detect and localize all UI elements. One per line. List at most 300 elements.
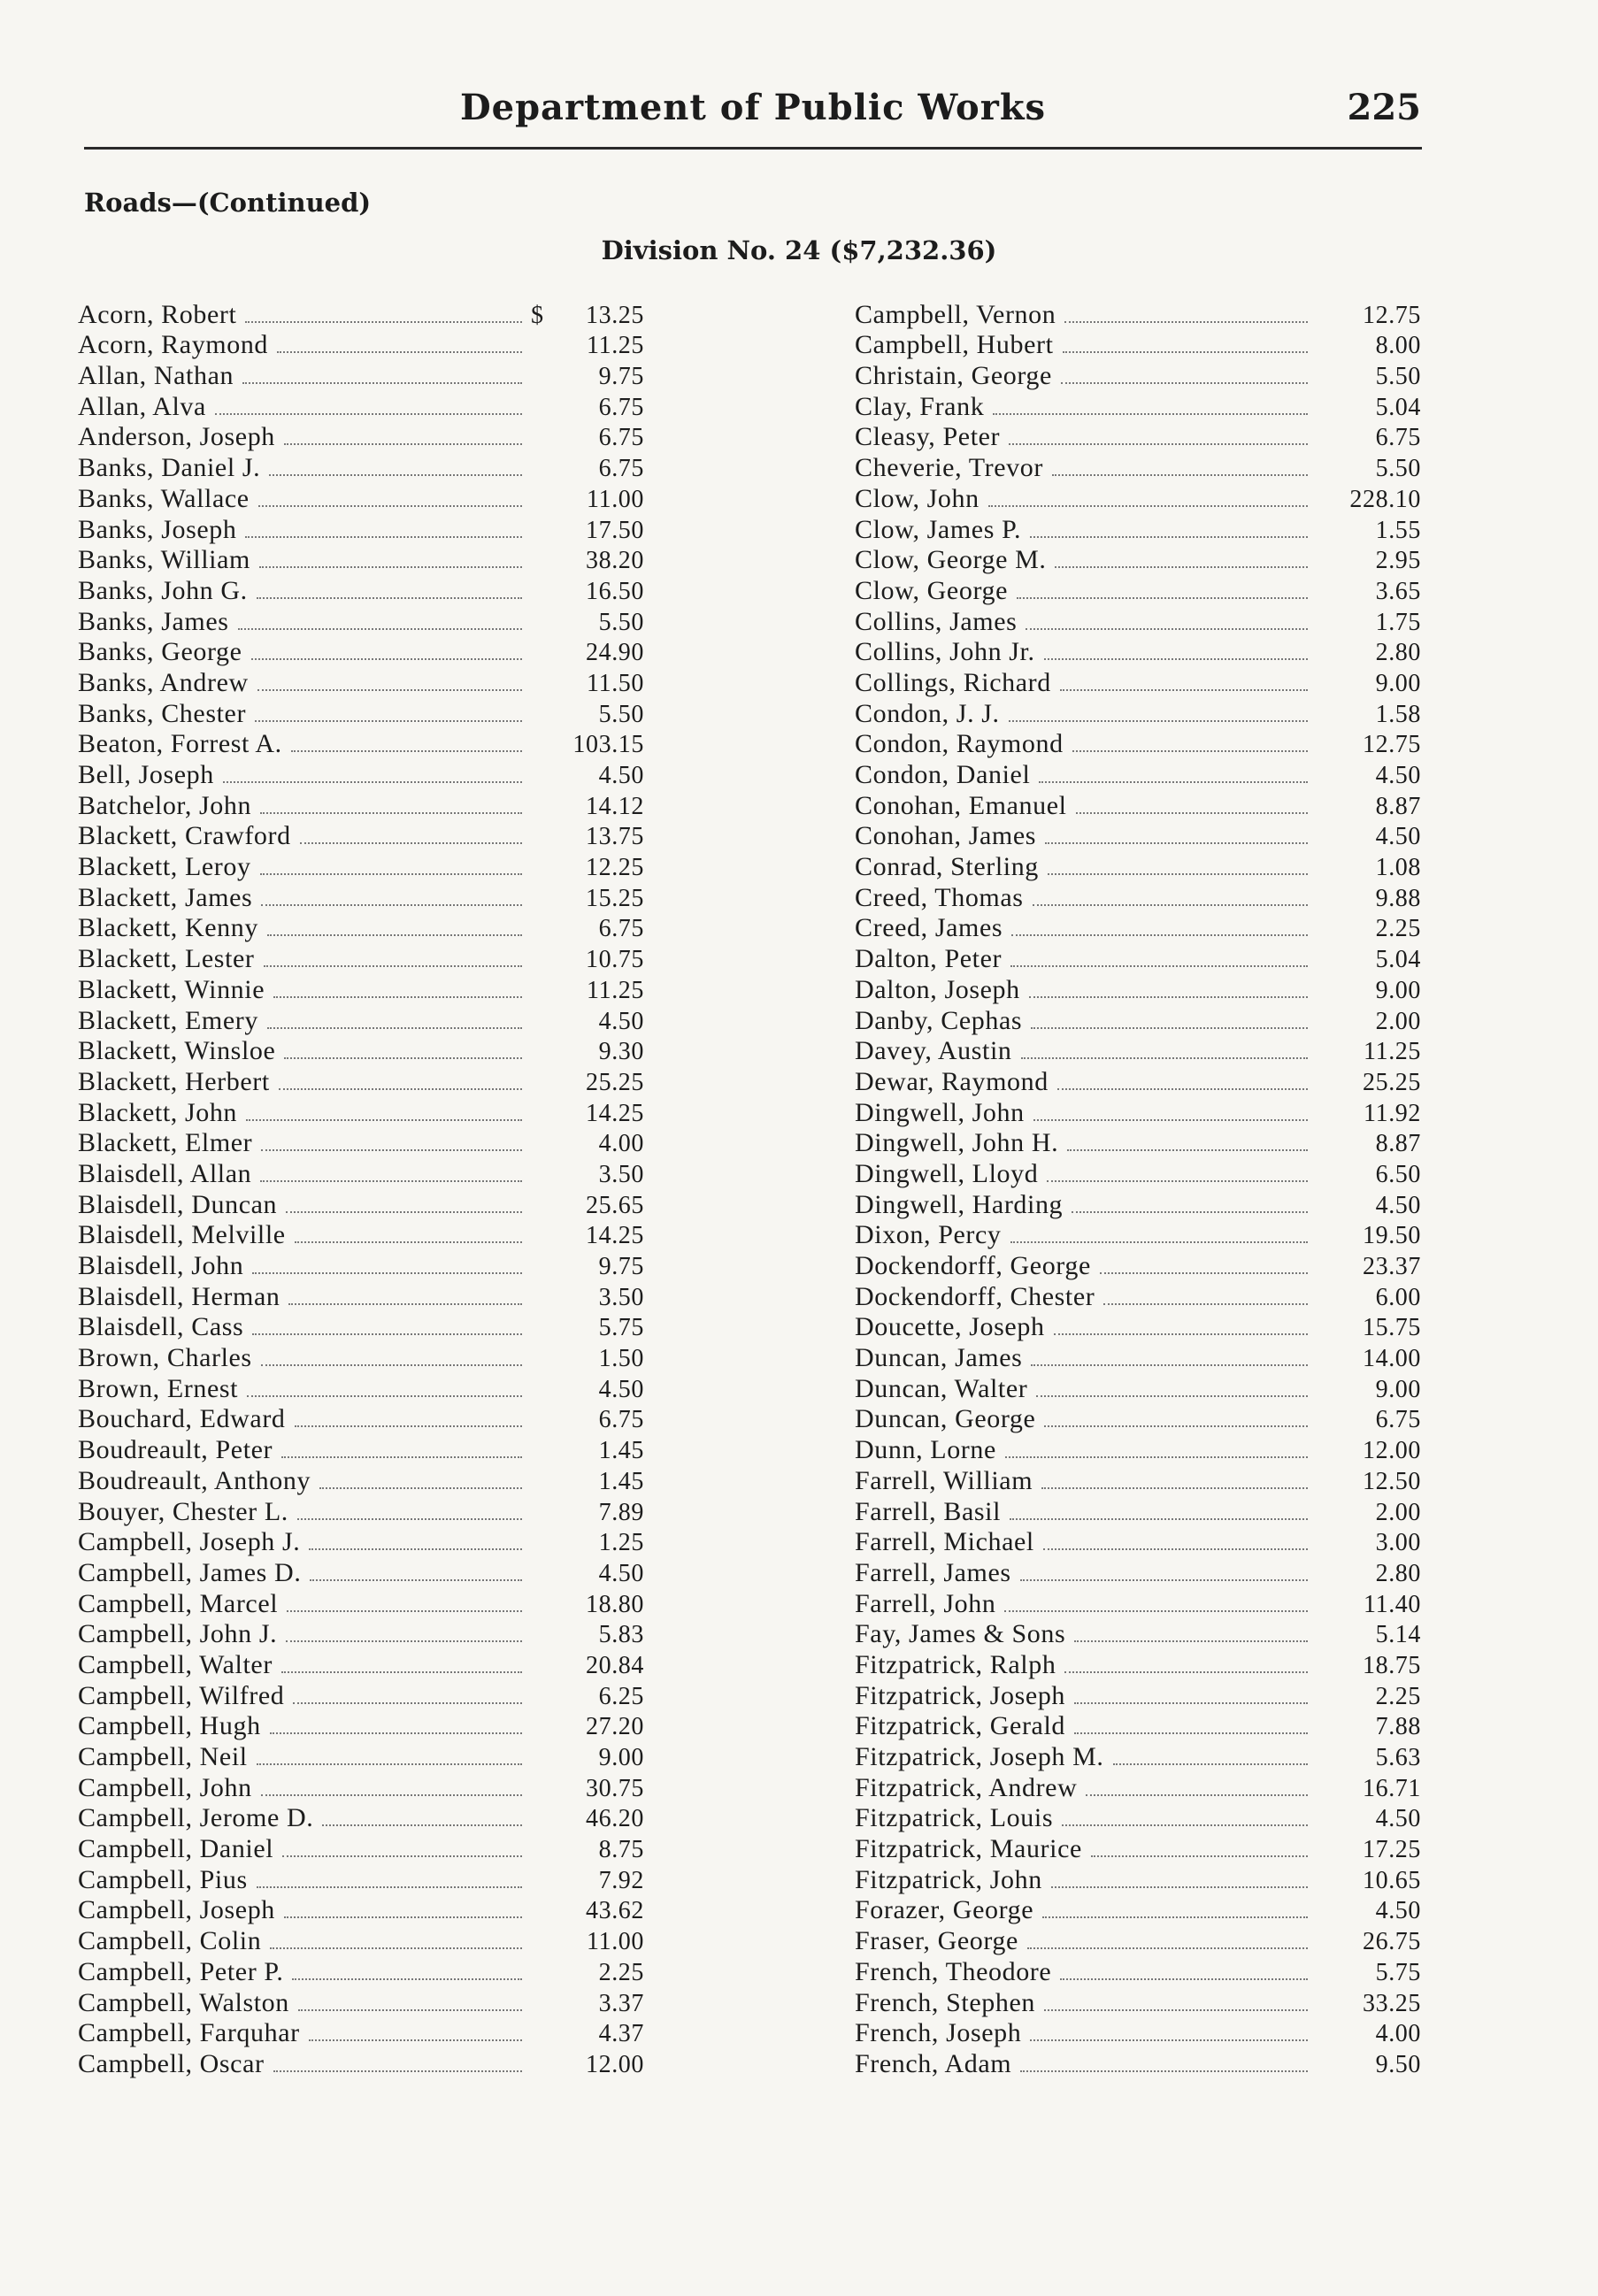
dot-leader: [988, 505, 1308, 507]
payee-name: Blackett, Elmer: [78, 1128, 253, 1158]
list-item: [78, 1833, 644, 1864]
dot-leader: [1010, 965, 1308, 967]
list-item: [855, 1220, 1421, 1251]
payee-name: French, Joseph: [855, 2018, 1022, 2048]
list-item: [78, 759, 644, 790]
payment-amount: 11.00: [587, 485, 644, 513]
list-item: [855, 1189, 1421, 1220]
payment-amount: 6.75: [598, 1406, 644, 1434]
payee-name: Creed, Thomas: [855, 882, 1024, 912]
payee-name: Condon, Raymond: [855, 729, 1064, 759]
payee-name: Farrell, Michael: [855, 1527, 1034, 1557]
dot-leader: [288, 1303, 522, 1305]
dot-leader: [1100, 1272, 1308, 1274]
dot-leader: [1051, 1886, 1308, 1888]
dot-leader: [1091, 1855, 1308, 1857]
dot-leader: [267, 934, 522, 936]
dot-leader: [284, 1057, 522, 1059]
dot-leader: [1072, 1211, 1308, 1213]
list-item: [855, 1956, 1421, 1987]
payment-amount: 228.10: [1349, 485, 1421, 513]
payee-name: Fay, James & Sons: [855, 1619, 1066, 1649]
list-item: [78, 1066, 644, 1097]
payee-name: Blackett, Lester: [78, 944, 255, 974]
payee-name: Conohan, Emanuel: [855, 790, 1067, 820]
dot-leader: [282, 1855, 522, 1857]
list-item: [855, 1649, 1421, 1680]
dot-leader: [1042, 1916, 1308, 1918]
dot-leader: [1010, 1241, 1308, 1243]
payment-amount: 6.50: [1375, 1160, 1421, 1188]
dot-leader: [255, 720, 522, 722]
list-item: [855, 882, 1421, 913]
list-item: [855, 1711, 1421, 1742]
payee-name: Fitzpatrick, John: [855, 1864, 1042, 1894]
payment-amount: 6.75: [1375, 1406, 1421, 1434]
payee-name: Dunn, Lorne: [855, 1435, 996, 1465]
list-item: [78, 1895, 644, 1926]
payment-amount: 18.80: [586, 1590, 644, 1618]
dot-leader: [286, 1211, 522, 1213]
payee-name: Batchelor, John: [78, 790, 252, 820]
payment-amount: 1.45: [598, 1437, 644, 1465]
currency-symbol: $: [531, 301, 544, 329]
payment-amount: 1.08: [1375, 854, 1421, 882]
list-item: [78, 729, 644, 760]
payee-name: Campbell, James D.: [78, 1557, 302, 1587]
payee-name: Campbell, Walston: [78, 1987, 289, 2017]
dot-leader: [238, 628, 522, 630]
dot-leader: [993, 413, 1308, 415]
payee-name: Blackett, Herbert: [78, 1066, 270, 1096]
list-item: [78, 1925, 644, 1956]
dot-leader: [1044, 2009, 1308, 2011]
payment-amount: 17.25: [1363, 1836, 1421, 1864]
list-item: [855, 1128, 1421, 1159]
list-item: [78, 1312, 644, 1343]
payment-amount: 5.83: [598, 1621, 644, 1649]
payment-amount: 4.00: [1375, 2020, 1421, 2048]
payee-name: French, Theodore: [855, 1956, 1052, 1986]
dot-leader: [257, 1763, 522, 1765]
payee-name: Dixon, Percy: [855, 1220, 1002, 1250]
list-item: [855, 1557, 1421, 1588]
payment-amount: 4.50: [598, 762, 644, 789]
payment-amount: 5.04: [1375, 946, 1421, 974]
dot-leader: [1031, 1027, 1308, 1029]
payee-name: Condon, Daniel: [855, 760, 1031, 789]
payment-amount: 7.92: [598, 1866, 644, 1894]
list-item: [855, 974, 1421, 1005]
dot-leader: [1011, 934, 1308, 936]
payee-name: Banks, Wallace: [78, 483, 250, 513]
payment-amount: 19.50: [1363, 1222, 1421, 1250]
payee-name: Farrell, William: [855, 1465, 1033, 1495]
payee-name: Fitzpatrick, Andrew: [855, 1772, 1078, 1802]
dot-leader: [309, 1548, 522, 1550]
payment-amount: 12.00: [1363, 1437, 1421, 1465]
list-item: [78, 2048, 644, 2079]
list-item: [78, 1128, 644, 1159]
list-item: [78, 1005, 644, 1036]
list-item: [78, 851, 644, 882]
payment-amount: 9.75: [598, 363, 644, 391]
dot-leader: [1033, 904, 1308, 906]
dot-leader: [1052, 474, 1308, 476]
payee-name: Duncan, James: [855, 1343, 1023, 1373]
payee-name: Creed, James: [855, 913, 1003, 943]
list-item: [855, 698, 1421, 729]
payee-name: Collins, James: [855, 606, 1018, 636]
payment-amount: 2.25: [1375, 1682, 1421, 1710]
payment-amount: 6.75: [598, 424, 644, 452]
dot-leader: [273, 996, 522, 998]
dot-leader: [298, 2009, 522, 2011]
dot-leader: [215, 413, 522, 415]
payment-amount: 14.25: [586, 1099, 644, 1127]
list-item: [78, 1956, 644, 1987]
payment-amount: 3.50: [598, 1283, 644, 1311]
dot-leader: [1057, 1088, 1308, 1090]
payment-amount: 7.88: [1375, 1713, 1421, 1741]
list-item: [855, 422, 1421, 453]
list-item: [855, 299, 1421, 330]
payment-amount: 12.75: [1363, 301, 1421, 329]
payment-amount: 11.00: [587, 1928, 644, 1956]
dot-leader: [1041, 1487, 1308, 1489]
payment-amount: 14.25: [586, 1222, 644, 1250]
payee-name: Condon, J. J.: [855, 698, 1000, 728]
payee-name: Boudreault, Anthony: [78, 1465, 311, 1495]
dot-leader: [284, 1916, 522, 1918]
payment-amount: 1.58: [1375, 700, 1421, 728]
payment-amount: 3.65: [1375, 577, 1421, 605]
payment-amount: 9.30: [598, 1038, 644, 1066]
payment-amount: 24.90: [586, 639, 644, 667]
dot-leader: [257, 597, 522, 599]
payee-name: Farrell, Basil: [855, 1496, 1002, 1526]
list-item: [855, 1250, 1421, 1281]
list-item: [78, 974, 644, 1005]
list-item: [78, 1527, 644, 1558]
payment-amount: 2.95: [1375, 547, 1421, 575]
list-item: [78, 1189, 644, 1220]
list-item: [78, 1496, 644, 1527]
list-item: [855, 943, 1421, 974]
dot-leader: [1048, 873, 1308, 875]
payment-amount: 27.20: [586, 1713, 644, 1741]
payee-name: Dingwell, John: [855, 1097, 1025, 1127]
payee-name: Dingwell, Lloyd: [855, 1158, 1039, 1188]
dot-leader: [1030, 2039, 1308, 2041]
dot-leader: [1047, 1180, 1308, 1182]
payee-name: Conohan, James: [855, 821, 1037, 851]
payee-name: Banks, James: [78, 606, 229, 636]
payment-amount: 5.50: [1375, 455, 1421, 483]
list-item: [78, 1281, 644, 1312]
payee-name: Blaisdell, John: [78, 1251, 244, 1280]
list-item: [855, 2018, 1421, 2049]
dot-leader: [1064, 1671, 1308, 1673]
payee-name: Anderson, Joseph: [78, 422, 275, 452]
list-item: [855, 759, 1421, 790]
payment-amount: 15.25: [586, 884, 644, 912]
dot-leader: [247, 1395, 522, 1397]
dot-leader: [284, 443, 522, 445]
payee-name: Campbell, Hugh: [78, 1711, 261, 1741]
dot-leader: [1086, 1794, 1308, 1796]
dot-leader: [1009, 443, 1308, 445]
list-item: [78, 698, 644, 729]
dot-leader: [1020, 1579, 1308, 1581]
list-item: [78, 1036, 644, 1067]
dot-leader: [1036, 1395, 1308, 1397]
payment-amount: 13.25: [586, 301, 644, 329]
dot-leader: [242, 382, 522, 384]
dot-leader: [295, 1241, 522, 1243]
list-item: [855, 790, 1421, 821]
list-item: [855, 1680, 1421, 1711]
payee-name: Blackett, James: [78, 882, 253, 912]
dot-leader: [260, 1180, 522, 1182]
payment-amount: 4.50: [598, 1007, 644, 1035]
dot-leader: [1030, 536, 1308, 538]
payee-name: Dockendorff, George: [855, 1251, 1091, 1280]
list-item: [855, 1772, 1421, 1803]
dot-leader: [261, 1149, 522, 1151]
payment-amount: 23.37: [1363, 1253, 1421, 1280]
dot-leader: [297, 1518, 522, 1520]
list-item: [855, 360, 1421, 391]
list-item: [855, 821, 1421, 852]
payment-amount: 20.84: [586, 1651, 644, 1679]
list-item: [78, 422, 644, 453]
payee-name: Campbell, Hubert: [855, 330, 1054, 360]
payment-amount: 26.75: [1363, 1928, 1421, 1956]
dot-leader: [1043, 1548, 1308, 1550]
list-item: [78, 1250, 644, 1281]
payee-name: Campbell, Joseph J.: [78, 1527, 301, 1557]
payment-amount: 4.37: [598, 2020, 644, 2048]
list-item: [78, 913, 644, 944]
page-number: 225: [1347, 87, 1421, 128]
list-item: [78, 667, 644, 698]
list-item: [855, 1005, 1421, 1036]
list-item: [855, 637, 1421, 668]
dot-leader: [257, 1886, 522, 1888]
payee-name: Campbell, Jerome D.: [78, 1803, 314, 1833]
dot-leader: [1027, 1947, 1308, 1949]
list-item: [855, 1465, 1421, 1496]
payee-name: Fitzpatrick, Louis: [855, 1803, 1054, 1833]
dot-leader: [1029, 996, 1308, 998]
list-item: [78, 575, 644, 606]
payee-name: Blackett, Kenny: [78, 913, 258, 943]
payee-name: Blackett, Crawford: [78, 821, 291, 851]
payment-amount: 4.50: [598, 1559, 644, 1587]
list-item: [855, 1527, 1421, 1558]
list-item: [855, 1434, 1421, 1465]
payee-name: Dingwell, Harding: [855, 1189, 1064, 1219]
dot-leader: [1020, 2070, 1308, 2072]
dot-leader: [267, 1027, 522, 1029]
list-item: [855, 1342, 1421, 1373]
payee-name: Campbell, Oscar: [78, 2048, 265, 2078]
payee-name: Banks, John G.: [78, 575, 248, 605]
payee-name: Bouchard, Edward: [78, 1404, 286, 1434]
dot-leader: [1010, 1518, 1308, 1520]
payment-amount: 9.75: [598, 1253, 644, 1280]
payment-amount: 9.00: [598, 1744, 644, 1771]
dot-leader: [1064, 321, 1308, 323]
list-item: [78, 1465, 644, 1496]
dot-leader: [252, 1333, 522, 1335]
dot-leader: [293, 1702, 522, 1704]
list-item: [855, 545, 1421, 576]
payment-amount: 6.75: [598, 455, 644, 483]
list-item: [855, 667, 1421, 698]
payment-amount: 5.14: [1375, 1621, 1421, 1649]
payment-amount: 6.75: [598, 393, 644, 421]
list-item: [855, 1373, 1421, 1404]
payment-amount: 18.75: [1363, 1651, 1421, 1679]
dot-leader: [1074, 1640, 1308, 1642]
payment-amount: 11.50: [587, 669, 644, 697]
list-item: [78, 514, 644, 545]
list-item: [78, 360, 644, 391]
payee-name: Doucette, Joseph: [855, 1312, 1045, 1342]
payment-amount: 5.04: [1375, 393, 1421, 421]
payment-amount: 5.50: [598, 608, 644, 636]
list-item: [855, 1619, 1421, 1650]
payment-amount: 6.25: [598, 1682, 644, 1710]
dot-leader: [1039, 781, 1308, 783]
payment-amount: 1.25: [598, 1529, 644, 1557]
list-item: [78, 882, 644, 913]
dot-leader: [295, 1425, 522, 1427]
payee-name: Campbell, Farquhar: [78, 2018, 300, 2048]
dot-leader: [270, 1732, 522, 1734]
right-column-list: [855, 299, 1421, 2079]
payee-name: Beaton, Forrest A.: [78, 729, 282, 759]
list-item: [855, 1741, 1421, 1772]
payee-name: Acorn, Raymond: [78, 330, 269, 360]
dot-leader: [1031, 1364, 1308, 1366]
dot-leader: [260, 873, 522, 875]
list-item: [78, 1404, 644, 1435]
list-item: [78, 1373, 644, 1404]
payee-name: Campbell, Marcel: [78, 1588, 279, 1618]
dot-leader: [291, 750, 522, 752]
payee-name: Campbell, Neil: [78, 1742, 248, 1771]
list-item: [78, 391, 644, 422]
dot-leader: [1044, 1425, 1308, 1427]
list-item: [78, 1711, 644, 1742]
payee-name: Blaisdell, Melville: [78, 1220, 286, 1250]
dot-leader: [261, 1364, 522, 1366]
list-item: [855, 514, 1421, 545]
payee-name: French, Stephen: [855, 1987, 1035, 2017]
payee-name: Bouyer, Chester L.: [78, 1496, 288, 1526]
list-item: [78, 1803, 644, 1834]
payee-name: Campbell, Wilfred: [78, 1680, 285, 1710]
payee-name: Blackett, John: [78, 1097, 238, 1127]
payment-amount: 1.50: [598, 1345, 644, 1373]
payee-name: Campbell, Vernon: [855, 299, 1056, 329]
payment-amount: 2.80: [1375, 639, 1421, 667]
list-item: [855, 1281, 1421, 1312]
dot-leader: [1054, 1333, 1308, 1335]
payment-amount: 1.55: [1375, 516, 1421, 544]
payment-amount: 10.75: [586, 946, 644, 974]
list-item: [855, 1097, 1421, 1128]
payee-name: Forazer, George: [855, 1895, 1034, 1925]
dot-leader: [260, 812, 522, 814]
list-item: [78, 943, 644, 974]
payee-name: Fitzpatrick, Maurice: [855, 1834, 1082, 1864]
payment-amount: 6.75: [1375, 424, 1421, 452]
dot-leader: [1062, 1824, 1308, 1826]
list-item: [78, 1434, 644, 1465]
payment-amount: 5.50: [598, 700, 644, 728]
payee-name: Campbell, Pius: [78, 1864, 248, 1894]
list-item: [78, 452, 644, 483]
dot-leader: [1060, 1978, 1308, 1980]
payee-name: Dewar, Raymond: [855, 1066, 1049, 1096]
payee-name: Blaisdell, Duncan: [78, 1189, 278, 1219]
header-rule: [84, 147, 1422, 150]
payee-name: Fitzpatrick, Ralph: [855, 1649, 1056, 1679]
payee-name: Allan, Alva: [78, 391, 206, 421]
list-item: [855, 483, 1421, 514]
dot-leader: [1005, 1456, 1308, 1458]
list-item: [78, 1158, 644, 1189]
payment-amount: 8.00: [1375, 332, 1421, 360]
payment-amount: 2.00: [1375, 1007, 1421, 1035]
payee-name: Blackett, Leroy: [78, 852, 251, 882]
list-item: [855, 330, 1421, 361]
list-item: [78, 483, 644, 514]
payee-name: Clow, George M.: [855, 545, 1047, 575]
payee-name: Clay, Frank: [855, 391, 985, 421]
dot-leader: [1021, 1057, 1308, 1059]
list-item: [855, 1496, 1421, 1527]
payee-name: Bell, Joseph: [78, 760, 214, 789]
payment-amount: 2.25: [1375, 915, 1421, 943]
payment-amount: 9.00: [1375, 669, 1421, 697]
payment-amount: 11.92: [1364, 1099, 1421, 1127]
payment-amount: 2.25: [598, 1958, 644, 1986]
payee-name: Fitzpatrick, Joseph: [855, 1680, 1066, 1710]
payment-amount: 4.50: [1375, 1897, 1421, 1925]
payment-amount: 25.65: [586, 1191, 644, 1219]
payee-name: Fraser, George: [855, 1926, 1018, 1956]
dot-leader: [309, 2039, 522, 2041]
payment-amount: 8.87: [1375, 1130, 1421, 1158]
payee-name: Cheverie, Trevor: [855, 453, 1043, 483]
payee-name: Campbell, John J.: [78, 1619, 278, 1649]
payee-name: Collings, Richard: [855, 667, 1051, 697]
list-item: [78, 545, 644, 576]
payee-name: Blackett, Winnie: [78, 974, 265, 1004]
list-item: [855, 1404, 1421, 1435]
payment-amount: 7.89: [598, 1498, 644, 1526]
payment-amount: 6.75: [598, 915, 644, 943]
dot-leader: [245, 536, 522, 538]
payment-amount: 3.00: [1375, 1529, 1421, 1557]
payee-name: Campbell, Walter: [78, 1649, 273, 1679]
list-item: [78, 299, 644, 330]
